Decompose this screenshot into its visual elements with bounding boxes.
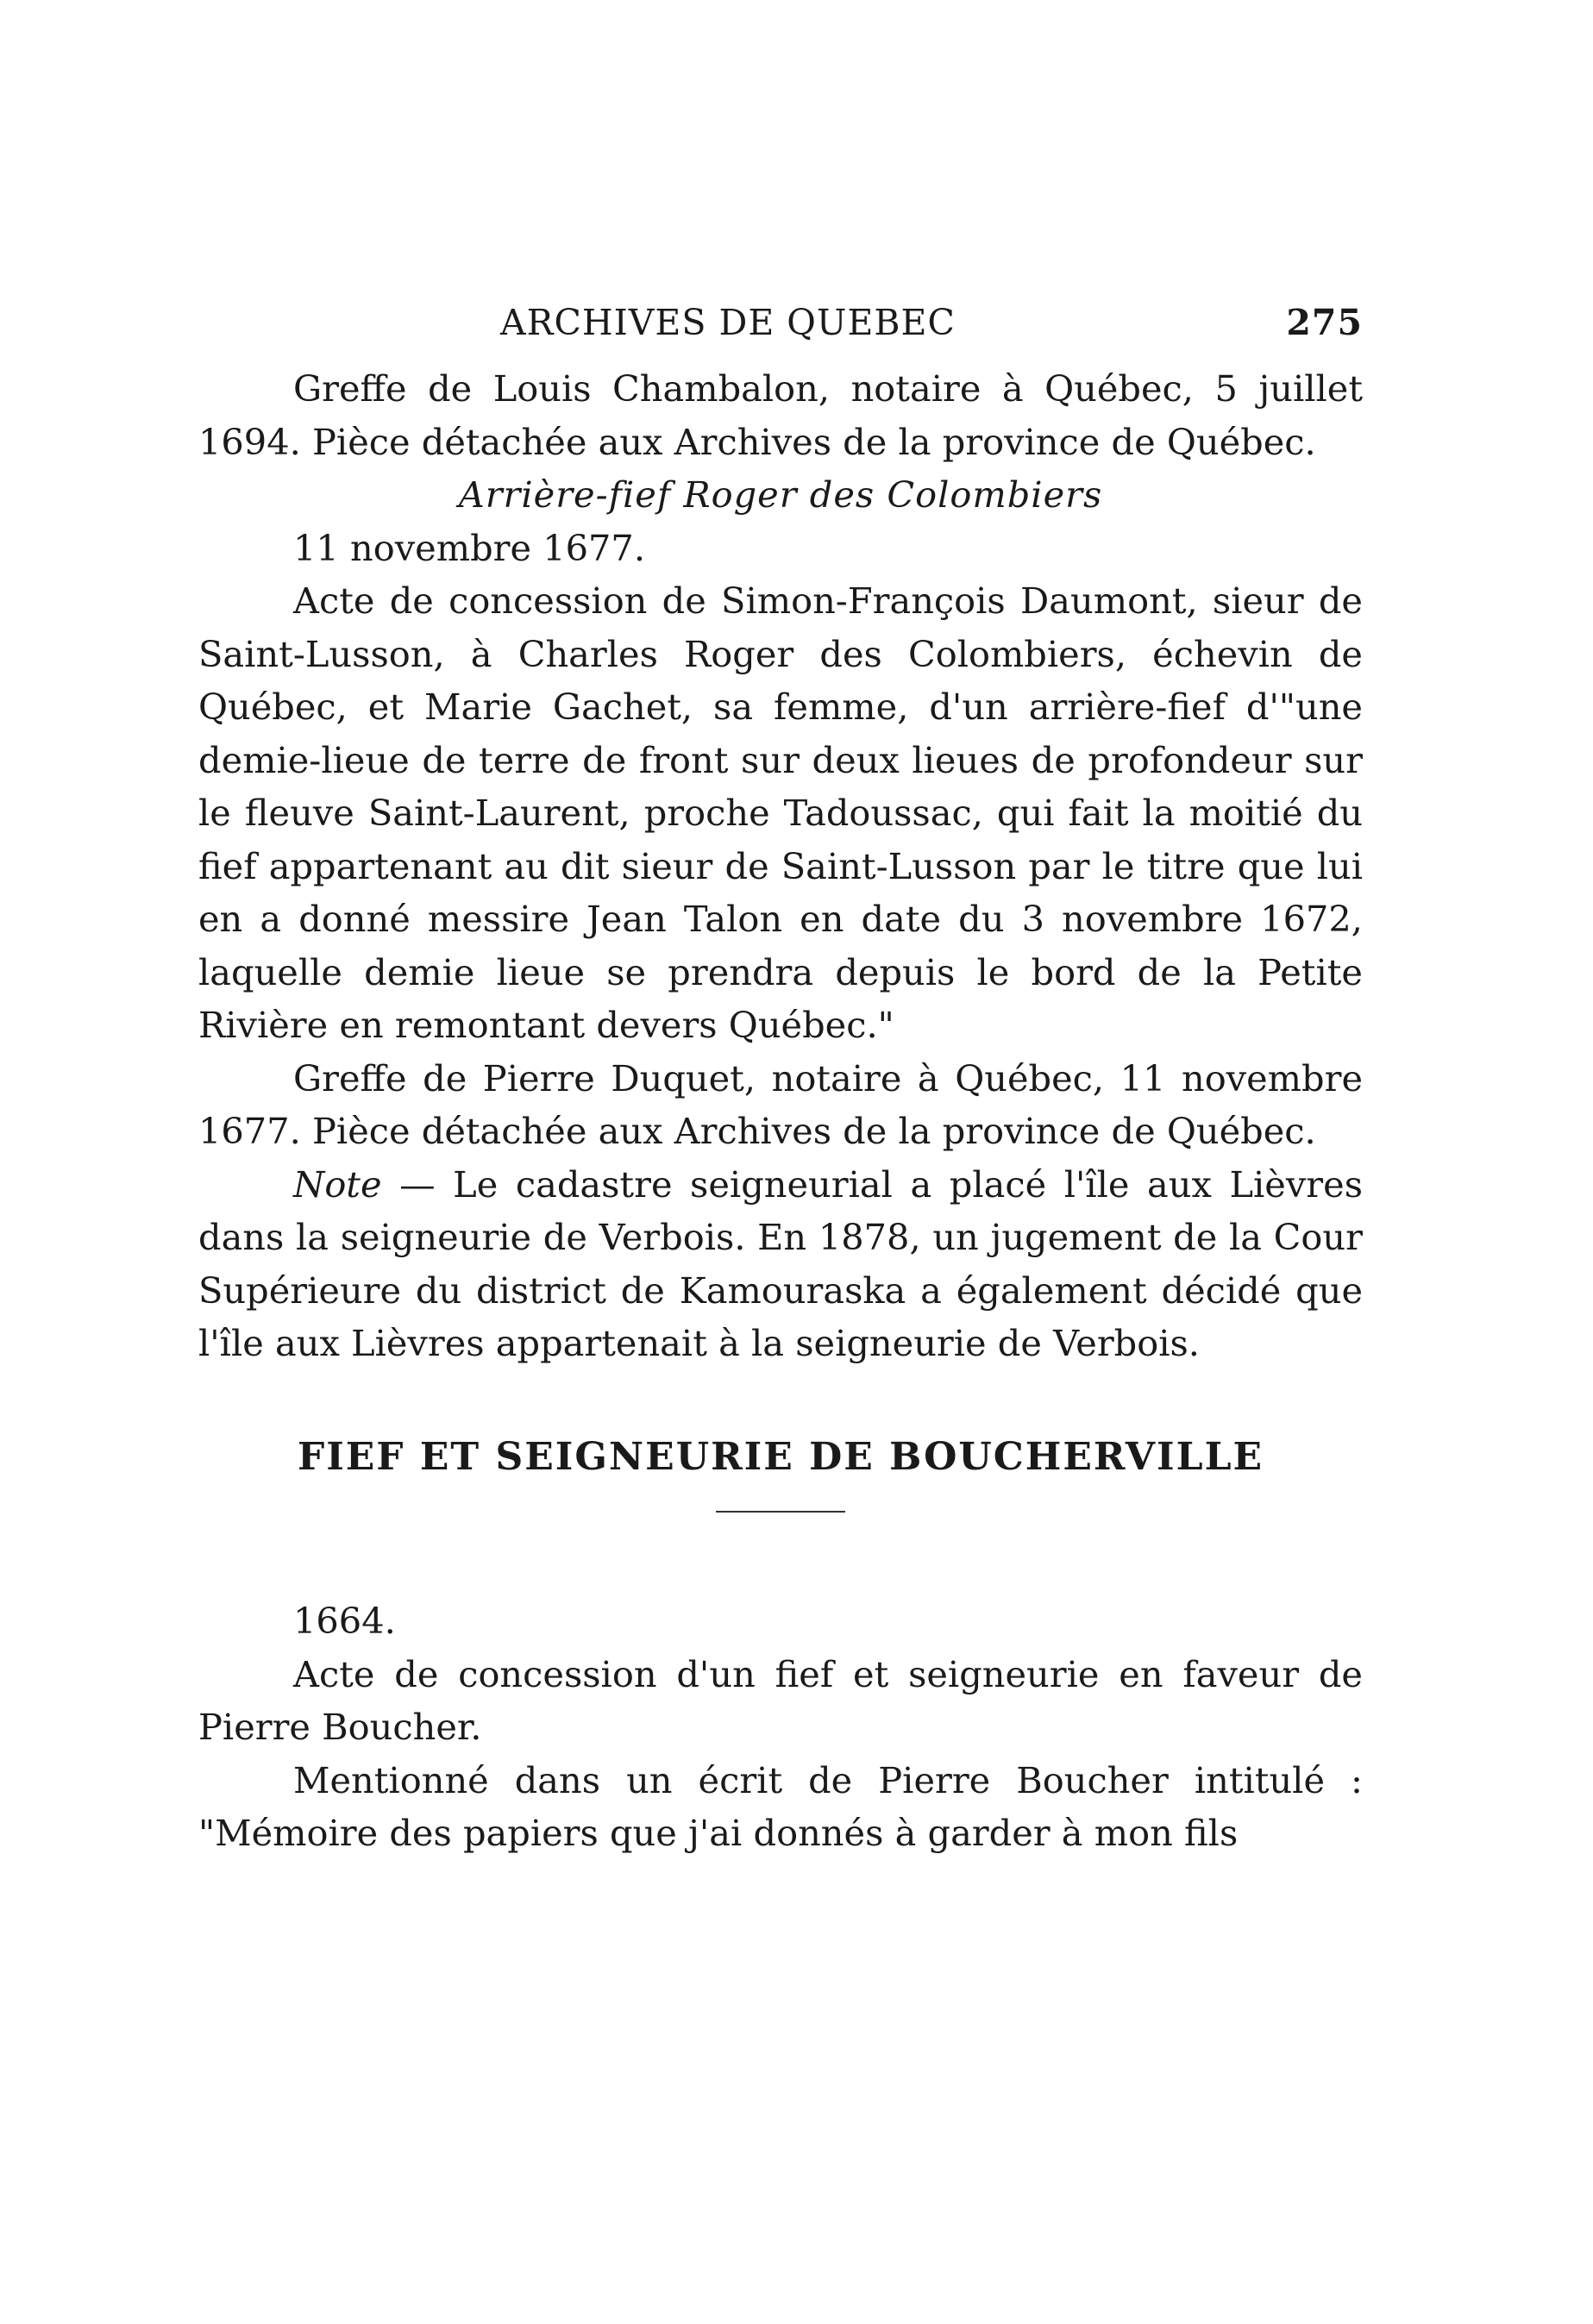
section-heading: FIEF ET SEIGNEURIE DE BOUCHERVILLE	[297, 1434, 1264, 1479]
running-title: ARCHIVES DE QUEBEC	[500, 302, 956, 343]
section-date: 1664.	[293, 1600, 396, 1642]
running-header	[198, 293, 1363, 362]
section-paragraph-acte: Acte de concession d'un fief et seigneurie en faveur de Pierre Boucher.	[198, 1652, 1363, 1748]
note-label: Note	[293, 1162, 382, 1206]
paragraph-duquet: Greffe de Pierre Duquet, notaire à Québec, 11 novembre 1677. Pièce détachée aux Archives de la province de Québec.	[198, 1056, 1363, 1152]
paragraph-concession: Acte de concession de Simon-François Daumont, sieur de Saint-Lusson, à Charles Roger des Colombiers, échevin de Québec, et Marie Gachet, sa femme, d'un arrière-fief d'"une demie-lieue de terre de front sur deux lieues de profondeur sur le fleuve Saint-Laurent, proche Tadoussac, qui fait la moitié du fief appartenant au dit sieur de Saint-Lusson par le titre que lui en a donné messire Jean Talon en date du 3 novembre 1672, laquelle demie lieue se prendra depuis le bord de la Petite Rivière en remontant devers Québec."	[198, 579, 1363, 1046]
section-divider	[716, 1511, 845, 1513]
page-number: 275	[1286, 302, 1363, 343]
section-body	[198, 1594, 1363, 1860]
body-text	[198, 362, 1363, 1860]
subtitle-arriere-fief: Arrière-fief Roger des Colombiers	[458, 473, 1103, 516]
note-text: — Le cadastre seigneurial a placé l'île aux Lièvres dans la seigneurie de Verbois. En 1878, un jugement de la Cour Supérieure du district de Kamouraska a également décidé que l'île aux Lièvres appartenait à la seigneurie de Verbois.	[198, 1162, 1363, 1364]
document-page	[198, 293, 1363, 1860]
section-paragraph-memoire: Mentionné dans un écrit de Pierre Boucher intitulé : "Mémoire des papiers que j'ai donnés à garder à mon fils	[198, 1758, 1363, 1854]
paragraph-chambalon: Greffe de Louis Chambalon, notaire à Québec, 5 juillet 1694. Pièce détachée aux Archives de la province de Québec.	[198, 367, 1363, 463]
paragraph-note	[198, 1158, 1363, 1370]
date-line: 11 novembre 1677.	[293, 526, 646, 569]
